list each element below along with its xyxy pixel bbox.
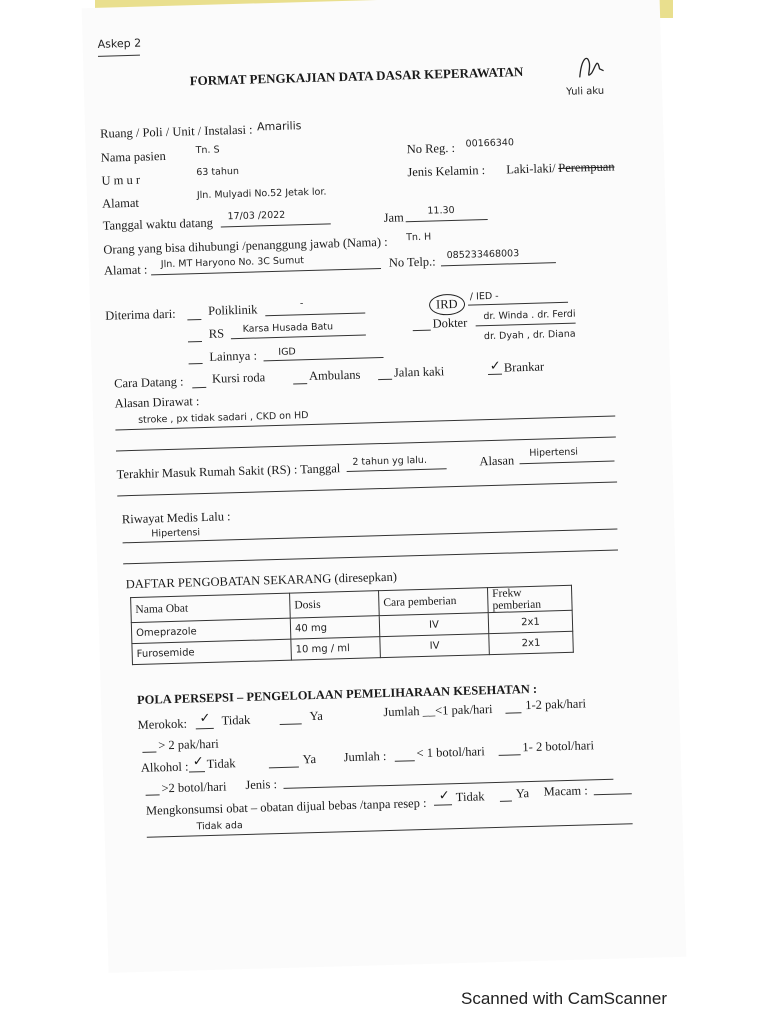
- obat-header-cell: Nama Obat: [131, 593, 291, 622]
- merokok-12-blank: [505, 712, 521, 713]
- dokter-line: [476, 323, 576, 327]
- alamat2-value: Jln. MT Haryono No. 3C Sumut: [160, 255, 305, 271]
- tanggal-value: 17/03 /2022: [227, 209, 286, 223]
- poliklinik-label: Poliklinik: [207, 302, 258, 318]
- merokok-gt2-blank: [142, 751, 156, 752]
- ruang-label: Ruang / Poli / Unit / Instalasi :: [99, 122, 253, 141]
- obat-bebas-tidak: Tidak: [455, 789, 485, 805]
- poliklinik-line: [265, 312, 365, 316]
- obat-table: [130, 585, 574, 665]
- obat-header-cell: Cara pemberian: [379, 588, 489, 616]
- terakhir-tanggal: 2 tahun yg lalu.: [352, 454, 428, 468]
- obat-bebas-ya-blank: [500, 801, 512, 802]
- nama-value: Tn. S: [195, 144, 220, 157]
- jk-laki: Laki-laki/: [506, 161, 556, 177]
- obat-cell: Omeprazole: [131, 618, 291, 643]
- poliklinik-value: -: [299, 298, 304, 310]
- obat-cell: Furosemide: [132, 639, 292, 664]
- scanned-watermark: Scanned with CamScanner: [461, 989, 668, 1008]
- alasan-label: Alasan Dirawat :: [114, 394, 200, 411]
- merokok-label: Merokok:: [137, 716, 188, 732]
- obat-cell: 10 mg / ml: [291, 637, 381, 660]
- terakhir-label: Terakhir Masuk Rumah Sakit (RS) : Tanggal: [116, 461, 341, 482]
- kontak-value: Tn. H: [406, 231, 432, 244]
- alamat-value: Jln. Mulyadi No.52 Jetak lor.: [196, 186, 327, 202]
- tanggal-line: [221, 223, 331, 227]
- poliklinik-blank: [187, 319, 201, 320]
- ambulans: Ambulans: [308, 367, 361, 384]
- kursi-roda: Kursi roda: [211, 370, 266, 386]
- alkohol-tidak: Tidak: [206, 756, 236, 772]
- rs-label: RS: [208, 326, 225, 341]
- obat-header-cell: Frekw pemberian: [487, 585, 572, 612]
- terakhir-alasan-label: Alasan: [479, 453, 515, 469]
- jam-line: [406, 219, 488, 222]
- corner-note-underline: [98, 55, 140, 57]
- macam-line: [594, 793, 632, 795]
- terakhir-line-2: [117, 481, 617, 496]
- obat-cell: 2x1: [489, 631, 574, 654]
- macam-label: Macam :: [543, 783, 588, 799]
- umur-value: 63 tahun: [196, 165, 240, 179]
- obat-header-cell: Dosis: [290, 591, 380, 618]
- alasan-value: stroke , px tidak sadari , CKD on HD: [138, 410, 309, 426]
- rs-line: [231, 334, 366, 339]
- pola-title: POLA PERSEPSI – PENGELOLAAN PEMELIHARAAN KESEHATAN :: [136, 681, 538, 707]
- merokok-12: 1-2 pak/hari: [525, 696, 587, 713]
- merokok-gt2: > 2 pak/hari: [158, 736, 219, 753]
- telp-label: No Telp.:: [388, 254, 436, 270]
- brankar: Brankar: [503, 359, 545, 375]
- merokok-tidak-blank: [196, 728, 214, 730]
- alamat2-label: Alamat :: [103, 262, 148, 278]
- ird-value: / IED -: [469, 290, 499, 303]
- merokok-tidak-check: ✓: [199, 709, 211, 726]
- alkohol-tidak-blank: [189, 771, 205, 772]
- kursi-blank: [192, 387, 206, 388]
- dokter-blank: [413, 330, 431, 332]
- signature-mark: [571, 48, 612, 85]
- obat-title-text: DAFTAR PENGOBATAN SEKARANG: [125, 571, 332, 592]
- alkohol-lt1: < 1 botol/hari: [416, 744, 485, 761]
- alkohol-tidak-check: ✓: [192, 753, 204, 769]
- obat-cell: 2x1: [488, 610, 573, 633]
- obat-bebas-ya: Ya: [515, 786, 530, 801]
- obat-title: [126, 570, 398, 593]
- jk-perempuan: Perempuan: [558, 159, 615, 176]
- jenis-kelamin-label: Jenis Kelamin :: [407, 163, 486, 180]
- telp-line: [441, 262, 556, 266]
- tanggal-label: Tanggal waktu datang: [102, 215, 214, 233]
- ambulans-blank: [293, 383, 307, 384]
- ird-label: IRD: [429, 294, 465, 316]
- jenis-label: Jenis :: [245, 777, 278, 792]
- riwayat-value: Hipertensi: [151, 527, 201, 540]
- riwayat-line-2: [123, 549, 618, 564]
- rs-value: Karsa Husada Batu: [242, 321, 334, 335]
- noreg-label: No Reg. :: [406, 140, 456, 157]
- lainnya-label: Lainnya :: [209, 348, 258, 364]
- telp-value: 085233468003: [446, 248, 520, 262]
- jam-label: Jam: [383, 210, 404, 225]
- alamat-label: Alamat: [101, 195, 140, 211]
- dokter-label: Dokter: [432, 315, 468, 331]
- obat-title-note: (diresepkan): [334, 569, 398, 586]
- form-page: [82, 0, 687, 973]
- corner-note: Askep 2: [97, 36, 142, 51]
- alkohol-ya: Ya: [302, 752, 317, 767]
- form-title: FORMAT PENGKAJIAN DATA DASAR KEPERAWATAN: [189, 63, 524, 89]
- diterima-label: Diterima dari:: [105, 306, 176, 323]
- brankar-check: ✓: [489, 357, 501, 373]
- alkohol-ya-blank: [269, 766, 299, 768]
- alkohol-gt2: >2 botol/hari: [161, 779, 227, 796]
- nama-label: Nama pasien: [100, 148, 166, 165]
- rs-blank: [188, 341, 202, 342]
- alkohol-gt2-blank: [146, 794, 160, 795]
- merokok-ya: Ya: [309, 708, 324, 724]
- alkohol-lt1-blank: [395, 760, 415, 762]
- noreg-value: 00166340: [465, 137, 515, 150]
- terakhir-alasan-value: Hipertensi: [529, 446, 579, 459]
- cara-datang-label: Cara Datang :: [113, 374, 184, 391]
- merokok-ya-blank: [280, 723, 302, 725]
- terakhir-alasan-line: [520, 461, 615, 465]
- obat-bebas-value: Tidak ada: [196, 820, 243, 833]
- dokter-line1: dr. Winda . dr. Ferdi: [483, 308, 576, 323]
- riwayat-label: Riwayat Medis Lalu :: [121, 509, 231, 527]
- obat-cell: 40 mg: [290, 616, 380, 639]
- jalan-blank: [378, 379, 392, 380]
- alkohol-12: 1- 2 botol/hari: [522, 738, 595, 755]
- merokok-tidak: Tidak: [221, 712, 251, 728]
- ruang-value: Amarilis: [256, 119, 302, 134]
- dokter-line2: dr. Dyah , dr. Diana: [483, 328, 576, 343]
- ird-line: [468, 302, 568, 306]
- merokok-jumlah: Jumlah __<1 pak/hari: [383, 702, 493, 720]
- alkohol-jumlah: Jumlah :: [343, 749, 387, 765]
- jalan-kaki: Jalan kaki: [393, 364, 445, 380]
- lainnya-blank: [189, 363, 203, 364]
- obat-bebas-label: Mengkonsumsi obat – obatan dijual bebas /tanpa resep :: [145, 795, 427, 818]
- obat-bebas-tidak-blank: [434, 804, 452, 806]
- terakhir-line: [347, 468, 447, 472]
- kontak-label: Orang yang bisa dihubungi /penanggung jawab (Nama) :: [103, 234, 388, 257]
- alkohol-label: Alkohol :: [140, 759, 189, 775]
- obat-bebas-tidak-check: ✓: [438, 787, 450, 803]
- brankar-blank: [488, 374, 502, 375]
- alkohol-12-blank: [499, 754, 521, 756]
- lainnya-value: IGD: [278, 346, 296, 358]
- umur-label: U m u r: [101, 172, 141, 188]
- obat-cell: IV: [380, 634, 490, 658]
- signature-name: Yuli aku: [566, 85, 605, 98]
- obat-cell: IV: [379, 613, 489, 637]
- jam-value: 11.30: [427, 204, 455, 217]
